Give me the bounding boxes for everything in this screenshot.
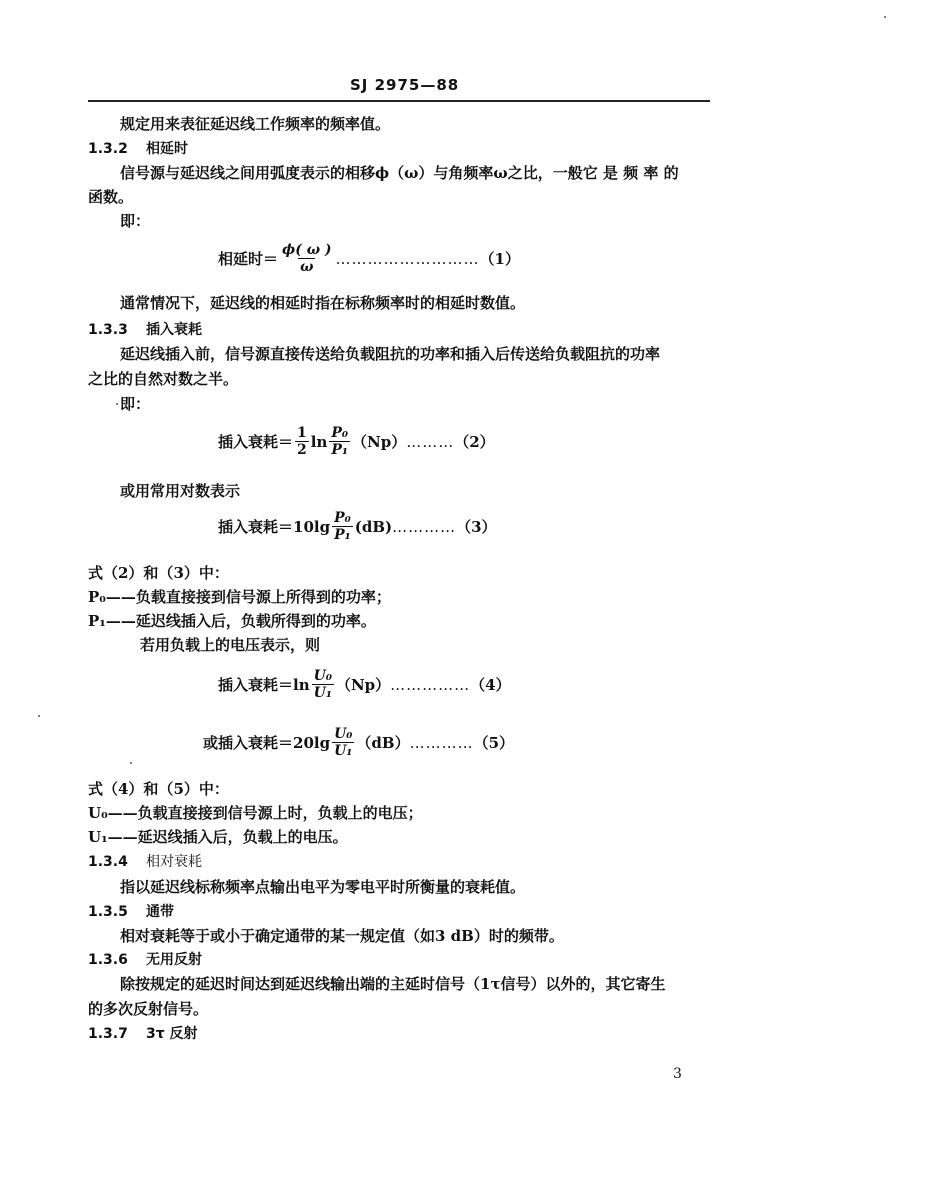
section-number: 1.3.7 [88, 1026, 128, 1042]
unit: （dB） [356, 734, 410, 752]
section-number: 1.3.4 [88, 854, 128, 870]
fraction-denominator: 2 [297, 442, 307, 458]
paragraph-line: 式（4）和（5）中： [88, 780, 229, 798]
unit: （Np） [335, 676, 391, 694]
fraction-denominator: P₁ [334, 527, 351, 543]
paragraph-line: 若用负载上的电压表示，则 [140, 636, 321, 654]
equation-lhs: 插入衰耗＝ [218, 433, 294, 451]
equation-lhs: 或插入衰耗＝ [203, 734, 294, 752]
fraction [332, 726, 354, 759]
section-number: 1.3.2 [88, 141, 128, 157]
section-title: 无用反射 [146, 952, 202, 968]
section-title: 相延时 [146, 141, 188, 157]
definition-line: U₀——负载直接接到信号源上时，负载上的电压； [88, 804, 423, 822]
equation-tag: （2） [454, 433, 495, 451]
equation-lhs: 插入衰耗＝ [218, 676, 294, 694]
unit: (dB) [354, 517, 393, 536]
fraction-numerator: P₀ [331, 425, 349, 441]
paragraph-line: 除按规定的延迟时间达到延迟线输出端的主延时信号（1τ信号）以外的，其它寄生 [120, 975, 666, 993]
equation-4 [218, 668, 511, 701]
definition-line: U₁——延迟线插入后，负载上的电压。 [88, 828, 348, 846]
equation-lhs: 插入衰耗＝ [218, 518, 294, 536]
section-title: 相对衰耗 [146, 854, 202, 870]
leader-dots: ……… [406, 432, 455, 451]
equation-2 [218, 425, 495, 458]
scan-speck [130, 762, 132, 764]
coefficient-fraction [295, 425, 309, 458]
paragraph-line: 即： [120, 395, 151, 413]
leader-dots: …………… [390, 675, 471, 694]
fraction-numerator: 1 [297, 425, 307, 441]
scan-speck [38, 715, 40, 717]
section-number: 1.3.5 [88, 904, 128, 920]
paragraph-line: 通常情况下，延迟线的相延时指在标称频率时的相延时数值。 [120, 294, 526, 312]
fraction-denominator: ω [300, 259, 314, 275]
equation-tag: （4） [470, 676, 511, 694]
section-title: 插入衰耗 [146, 322, 202, 338]
section-heading-1-3-6 [88, 949, 202, 969]
paragraph-line: 指以延迟线标称频率点输出电平为零电平时所衡量的衰耗值。 [120, 878, 526, 896]
paragraph-line: 信号源与延迟线之间用弧度表示的相移ϕ（ω）与角频率ω之比，一般它 是 频 率 的 [120, 164, 679, 182]
section-heading-1-3-4 [88, 851, 202, 871]
page-number: 3 [673, 1066, 682, 1082]
fraction [280, 242, 334, 275]
definition-line: P₁——延迟线插入后，负载所得到的功率。 [88, 612, 376, 630]
equation-1 [218, 242, 520, 275]
function-name: 20lg [293, 733, 331, 752]
section-heading-1-3-3 [88, 319, 202, 339]
fraction-numerator: U₀ [313, 668, 332, 684]
paragraph-line: 相对衰耗等于或小于确定通带的某一规定值（如3 dB）时的频带。 [120, 927, 564, 945]
section-heading-1-3-2 [88, 138, 188, 158]
section-title: 3τ 反射 [146, 1026, 198, 1042]
header-rule [88, 100, 710, 102]
fraction-denominator: U₁ [334, 743, 353, 759]
paragraph-line: 的多次反射信号。 [88, 1000, 209, 1018]
paragraph-line: 即： [120, 212, 151, 230]
paragraph-line: 函数。 [88, 188, 134, 206]
fraction [329, 425, 350, 458]
document-header: SJ 2975—88 [350, 76, 460, 94]
leader-dots: ………… [392, 517, 457, 536]
equation-lhs: 相延时＝ [218, 250, 279, 268]
leader-dots: ………… [409, 733, 474, 752]
scan-speck [884, 16, 886, 18]
equation-3 [218, 510, 497, 543]
fraction-numerator: ϕ( ω ) [282, 242, 332, 258]
fraction [312, 668, 334, 701]
unit: （Np） [352, 433, 407, 451]
paragraph-line: 规定用来表征延迟线工作频率的频率值。 [120, 115, 391, 133]
paragraph-line: 式（2）和（3）中： [88, 564, 229, 582]
definition-line: P₀——负载直接接到信号源上所得到的功率； [88, 588, 391, 606]
section-heading-1-3-5 [88, 901, 174, 921]
equation-tag: （3） [456, 518, 497, 536]
function-name: ln [310, 432, 328, 451]
section-number: 1.3.6 [88, 952, 128, 968]
equation-tag: （5） [473, 734, 515, 752]
fraction-denominator: P₁ [331, 442, 349, 458]
equation-tag: （1） [479, 250, 520, 268]
function-name: ln [293, 675, 310, 694]
fraction-numerator: P₀ [334, 510, 351, 526]
function-name: 10lg [293, 517, 331, 536]
scan-speck [116, 403, 118, 405]
paragraph-line: 之比的自然对数之半。 [88, 370, 239, 388]
section-number: 1.3.3 [88, 322, 128, 338]
paragraph-line: 延迟线插入前，信号源直接传送给负载阻抗的功率和插入后传送给负载阻抗的功率 [120, 345, 661, 363]
fraction [332, 510, 353, 543]
paragraph-line: 或用常用对数表示 [120, 482, 241, 500]
fraction-denominator: U₁ [313, 685, 332, 701]
section-heading-1-3-7 [88, 1023, 198, 1043]
fraction-numerator: U₀ [334, 726, 353, 742]
leader-dots: ……………………… [335, 249, 480, 268]
section-title: 通带 [146, 904, 174, 920]
equation-5 [203, 726, 514, 759]
